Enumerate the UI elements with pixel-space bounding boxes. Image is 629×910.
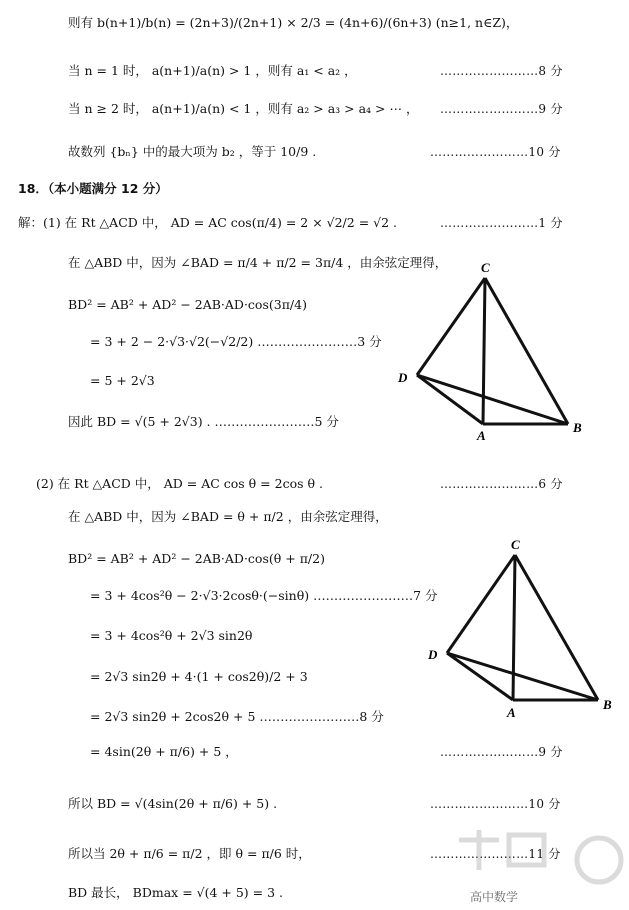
p18-part2-line-9: 所以当 2θ + π/6 = π/2 ，即 θ = π/6 时， (68, 846, 311, 861)
p18-header: 18．（本小题满分 12 分） (18, 181, 168, 196)
p17-score-10: ……………………10 分 (430, 145, 561, 159)
p18-part2-line-8: 所以 BD = √(4sin(2θ + π/6) + 5) . (68, 796, 278, 811)
watermark-text: 高中数学 (470, 890, 519, 904)
p18-part2-score-8: ……………………10 分 (430, 797, 561, 811)
p18-part2-line-3: = 3 + 4cos²θ − 2·√3·2cosθ·(−sinθ) ……………………7 分 (90, 588, 438, 603)
p18-part2-line-2: BD² = AB² + AD² − 2AB·AD·cos(θ + π/2) (68, 551, 325, 566)
p18-part2-line-4: = 3 + 4cos²θ + 2√3 sin2θ (90, 628, 253, 643)
p17-line-3: 当 n ≥ 2 时， a(n+1)/a(n) < 1 ，则有 a₂ > a₃ > a₄ > ⋯ ， (68, 101, 419, 116)
fig2-label-C: C (511, 537, 520, 552)
fig2-label-A: A (507, 705, 516, 720)
p17-score-8: ……………………8 分 (440, 64, 563, 78)
p18-part1-line-4: = 5 + 2√3 (90, 373, 155, 388)
p18-part2-score-0: ……………………6 分 (440, 477, 563, 491)
fig2-label-D: D (428, 647, 438, 662)
p18-part1-line-5: 因此 BD = √(5 + 2√3) . ……………………5 分 (68, 414, 339, 429)
p17-score-9: ……………………9 分 (440, 102, 563, 116)
p18-part2-line-5: = 2√3 sin2θ + 4·(1 + cos2θ)/2 + 3 (90, 669, 308, 684)
figure-tetra-2 (425, 535, 625, 725)
p18-part1-line-0: 解：(1) 在 Rt △ACD 中， AD = AC cos(π/4) = 2 × √2/2 = √2 . (18, 215, 398, 230)
p18-part1-line-1: 在 △ABD 中，因为 ∠BAD = π/4 + π/2 = 3π/4 ，由余弦定理得， (68, 255, 448, 270)
p18-part1-line-3: = 3 + 2 − 2·√3·√2(−√2/2) ……………………3 分 (90, 334, 382, 349)
fig1-label-C: C (481, 260, 490, 275)
p17-line-2: 当 n = 1 时， a(n+1)/a(n) > 1 ，则有 a₁ < a₂ ， (68, 63, 357, 78)
fig2-label-B: B (603, 697, 612, 712)
figure-tetra-1 (395, 258, 595, 448)
p17-line-1: 则有 b(n+1)/b(n) = (2n+3)/(2n+1) × 2/3 = (4n+6)/(6n+3) (n≥1, n∈Z)， (68, 15, 519, 30)
fig1-label-D: D (398, 370, 408, 385)
p18-part2-line-6: = 2√3 sin2θ + 2cos2θ + 5 ……………………8 分 (90, 709, 384, 724)
p18-part2-line-1: 在 △ABD 中，因为 ∠BAD = θ + π/2 ，由余弦定理得， (68, 509, 388, 524)
p18-part2-score-9: ……………………11 分 (430, 847, 561, 861)
p18-part2-line-7: = 4sin(2θ + π/6) + 5 ， (90, 744, 238, 759)
fig1-label-A: A (477, 428, 486, 443)
fig1-label-B: B (573, 420, 582, 435)
p18-part1-score-0: ……………………1 分 (440, 216, 563, 230)
p18-part2-line-0: (2) 在 Rt △ACD 中， AD = AC cos θ = 2cos θ . (36, 476, 323, 491)
p18-part2-score-7: ……………………9 分 (440, 745, 563, 759)
p18-part1-line-2: BD² = AB² + AD² − 2AB·AD·cos(3π/4) (68, 297, 307, 312)
watermark-logo (429, 820, 629, 910)
p17-line-4: 故数列 {bₙ} 中的最大项为 b₂ ，等于 10/9 . (68, 144, 317, 159)
p18-part2-line-10: BD 最长， BDmax = √(4 + 5) = 3 . (68, 885, 284, 900)
